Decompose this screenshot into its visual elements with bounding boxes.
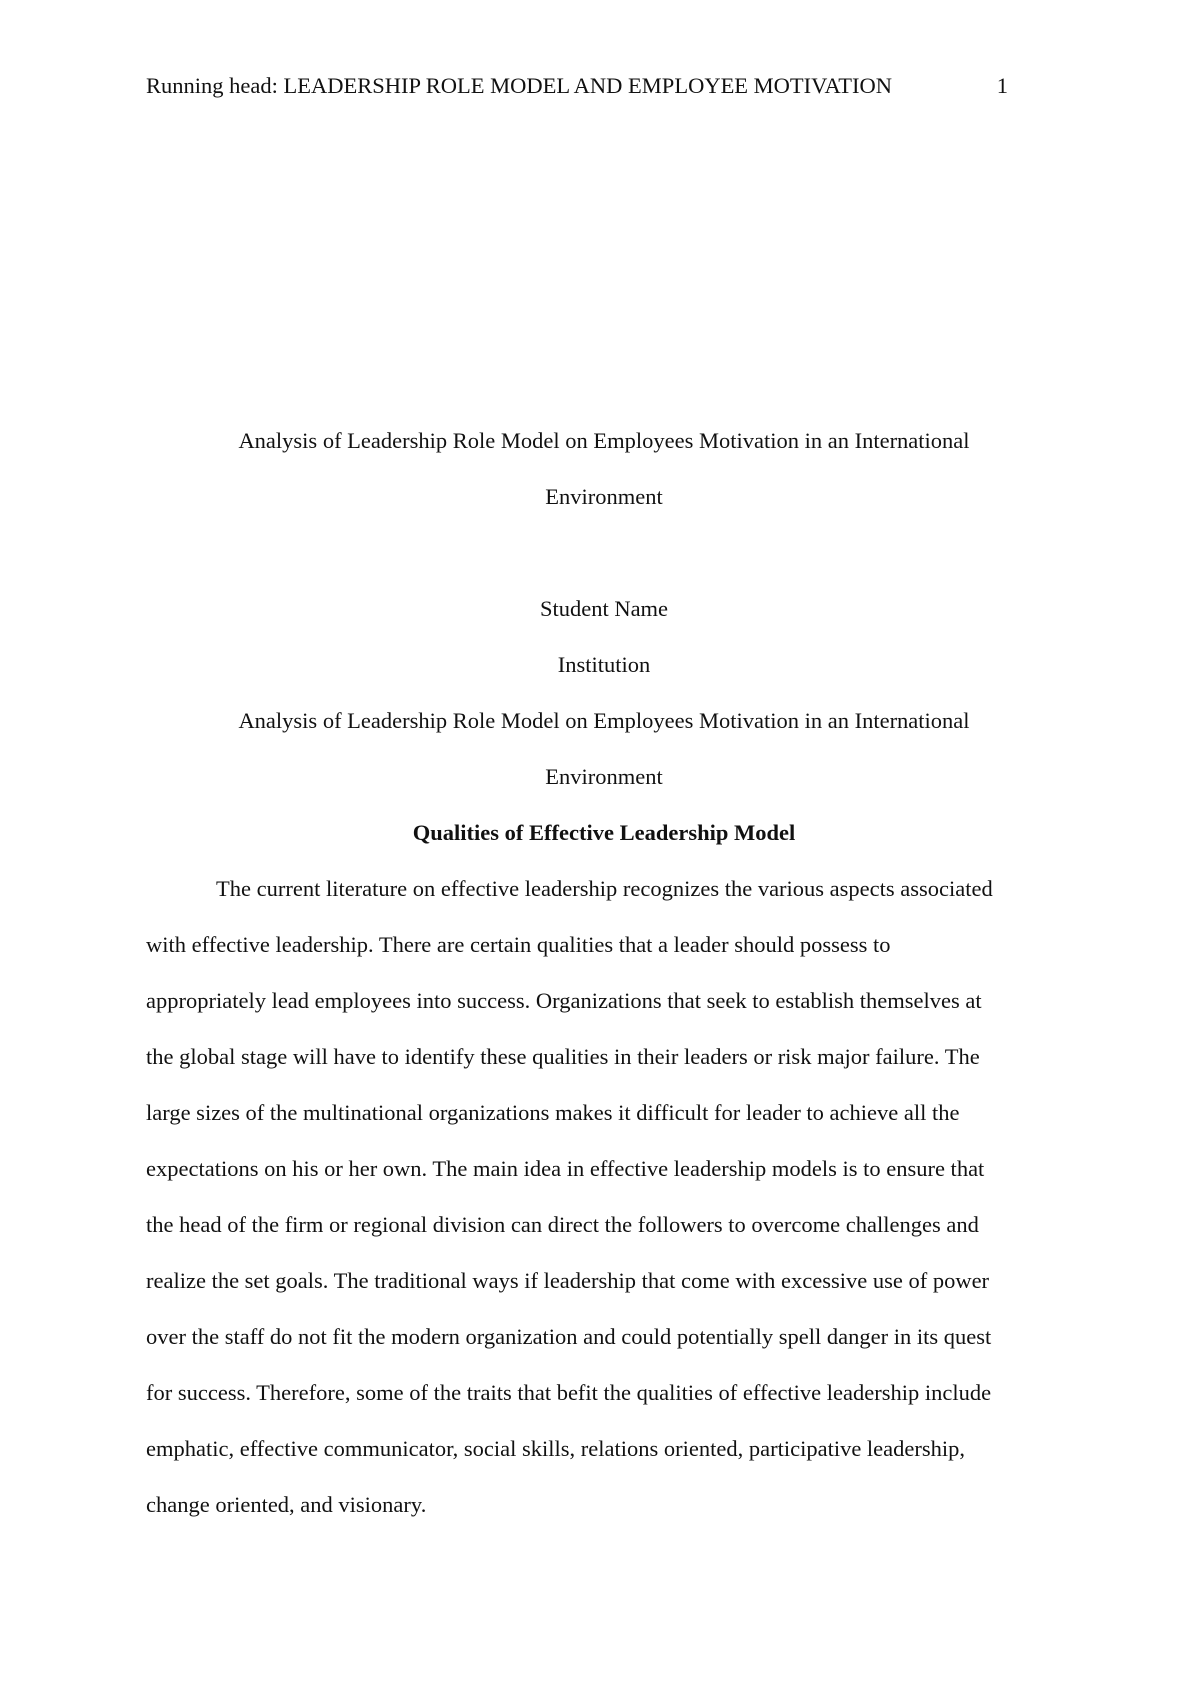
paragraph-line: appropriately lead employees into success. Organizations that seek to establish themselves at	[146, 988, 982, 1013]
paragraph-line: emphatic, effective communicator, social skills, relations oriented, participative leadership,	[146, 1436, 966, 1461]
paragraph-line: the head of the firm or regional division can direct the followers to overcome challenges and	[146, 1212, 979, 1237]
student-name: Student Name	[539, 596, 669, 621]
paragraph-line: with effective leadership. There are certain qualities that a leader should possess to	[146, 932, 891, 957]
running-head	[146, 72, 1008, 100]
paragraph-line: the global stage will have to identify these qualities in their leaders or risk major failure. The	[146, 1044, 980, 1069]
paragraph-line: The current literature on effective leadership recognizes the various aspects associated	[216, 876, 993, 901]
paragraph-line: for success. Therefore, some of the traits that befit the qualities of effective leadership include	[146, 1380, 992, 1405]
institution: Institution	[557, 652, 651, 677]
paragraph-line: over the staff do not fit the modern organization and could potentially spell danger in its quest	[146, 1324, 992, 1349]
paragraph-line: large sizes of the multinational organizations makes it difficult for leader to achieve all the	[146, 1100, 960, 1125]
paragraph-line: change oriented, and visionary.	[146, 1492, 427, 1517]
title-line-2: Environment	[545, 484, 663, 509]
section-heading: Qualities of Effective Leadership Model	[412, 820, 796, 845]
body-title-line-1: Analysis of Leadership Role Model on Employees Motivation in an International	[238, 708, 970, 733]
running-head-text: Running head: LEADERSHIP ROLE MODEL AND EMPLOYEE MOTIVATION	[146, 73, 893, 98]
body-title-line-2: Environment	[545, 764, 663, 789]
paragraph-line: expectations on his or her own. The main idea in effective leadership models is to ensure that	[146, 1156, 985, 1181]
paragraph-line: realize the set goals. The traditional ways if leadership that come with excessive use of power	[146, 1268, 990, 1293]
title-line-1: Analysis of Leadership Role Model on Employees Motivation in an International	[238, 428, 970, 453]
page-number: 1	[996, 73, 1008, 98]
